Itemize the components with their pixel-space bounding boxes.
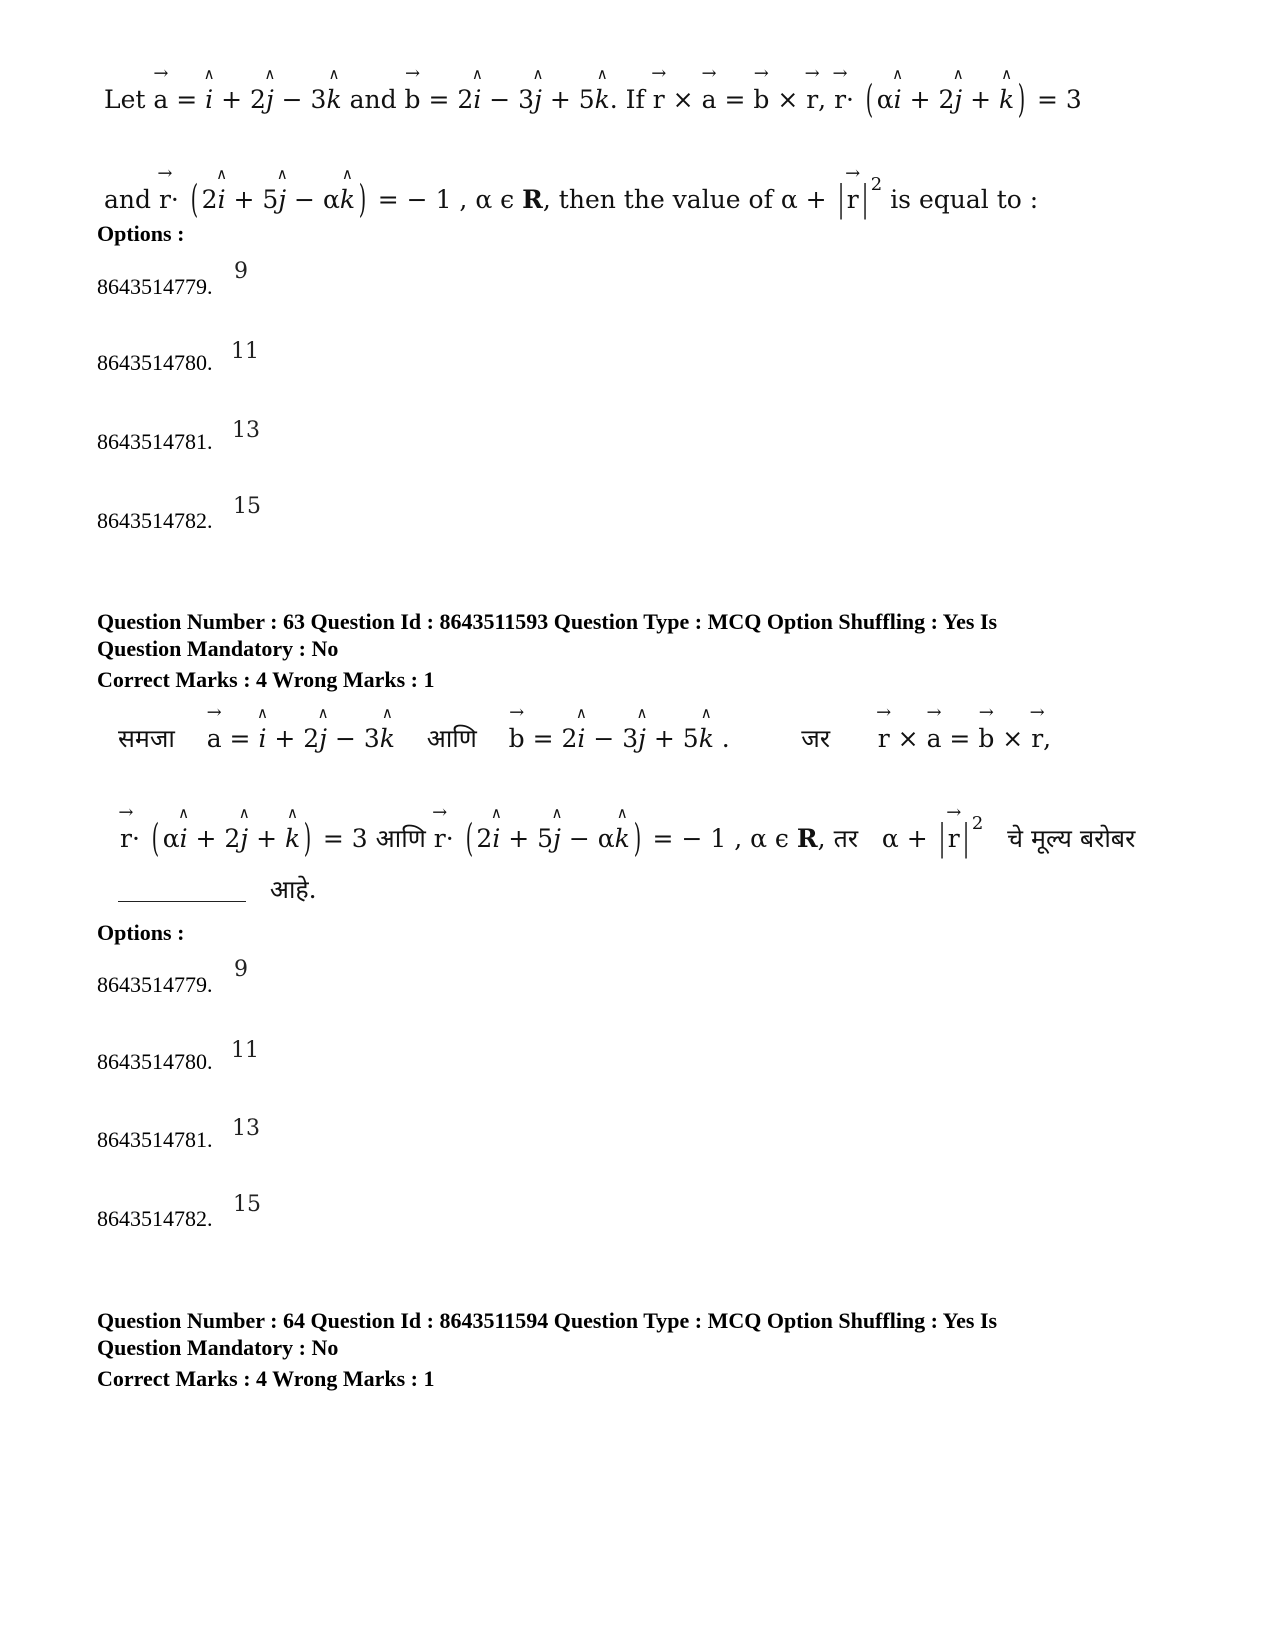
option-id: 8643514781. — [97, 1127, 213, 1152]
q62-statement-line2 — [104, 174, 1038, 220]
text: · — [445, 824, 454, 853]
unit-i: ∧ i — [258, 724, 266, 753]
option-value: 9 — [234, 259, 248, 284]
unit-i: ∧ i — [205, 85, 213, 114]
q64-meta-line1: Question Number : 64 Question Id : 8643511594 Question Type : MCQ Option Shuffling : Yes Is — [97, 1308, 998, 1333]
vector-r: → r — [434, 824, 446, 853]
paren: ) — [358, 177, 367, 221]
q63-meta — [97, 608, 1097, 662]
vector-b: → b — [978, 724, 994, 753]
unit-i: ∧ i — [894, 85, 902, 114]
q63-options-label: Options : — [97, 920, 185, 945]
vector-r: → r — [878, 724, 890, 753]
vector-r: → r — [120, 824, 132, 853]
unit-k: ∧ k — [326, 85, 341, 114]
text: + 5 — [233, 185, 279, 214]
unit-i: ∧ i — [180, 824, 188, 853]
vector-a: → a — [927, 724, 942, 753]
vector-r: → r — [847, 185, 859, 214]
text: α ϵ — [750, 824, 789, 853]
option-id: 8643514782. — [97, 1206, 213, 1231]
text: α — [162, 824, 180, 853]
option-value: 9 — [234, 957, 248, 982]
text: R — [796, 824, 818, 853]
text: α — [876, 85, 894, 114]
unit-k: ∧ k — [999, 85, 1014, 114]
text: · — [846, 85, 854, 114]
text: , then the value of — [542, 185, 773, 214]
text: = 3 — [322, 824, 368, 853]
option-value: 13 — [232, 1116, 260, 1141]
text: + 5 — [508, 824, 554, 853]
text: तर — [833, 824, 859, 853]
option-id: 8643514780. — [97, 1049, 213, 1074]
option-value: 11 — [231, 1038, 259, 1063]
text: आणि — [426, 724, 477, 753]
text: 2 — [201, 185, 218, 214]
paren: ) — [303, 816, 312, 860]
text: . If — [609, 85, 645, 114]
text: α + — [881, 824, 928, 853]
q62-statement-line1 — [104, 77, 1082, 121]
unit-k: ∧ k — [340, 185, 355, 214]
vector-r: → r — [159, 185, 171, 214]
paren: ) — [633, 816, 641, 860]
vector-b: → b — [753, 85, 769, 114]
vector-r: → r — [806, 85, 818, 114]
unit-k: ∧ k — [285, 824, 300, 853]
text: + — [256, 824, 278, 853]
unit-k: ∧ k — [615, 824, 630, 853]
text: = − 1 , — [377, 185, 468, 214]
text: + 2 — [274, 724, 320, 753]
vector-a: → a — [207, 724, 222, 753]
text: + — [970, 85, 992, 114]
option-id: 8643514782. — [97, 508, 213, 533]
q64-marks: Correct Marks : 4 Wrong Marks : 1 — [97, 1366, 435, 1391]
unit-i: ∧ i — [577, 724, 585, 753]
unit-i: ∧ i — [218, 185, 226, 214]
text: and — [349, 85, 397, 114]
text: · — [131, 824, 140, 853]
text: α — [322, 185, 340, 214]
option-value: 15 — [233, 1192, 261, 1217]
paren: ( — [865, 77, 874, 121]
text: , — [1043, 724, 1052, 753]
q63-meta-line2: Question Mandatory : No — [97, 636, 339, 661]
abs-bar: | — [938, 818, 945, 859]
text: = — [229, 724, 251, 753]
text: = 2 — [532, 724, 578, 753]
text: − 3 — [593, 724, 639, 753]
text: + 5 — [653, 724, 699, 753]
q63-statement-line1 — [118, 721, 1051, 755]
option-value: 13 — [232, 418, 260, 443]
unit-i: ∧ i — [492, 824, 500, 853]
text: − 3 — [489, 85, 535, 114]
q63-statement-line3 — [118, 872, 317, 906]
text: is equal to : — [890, 185, 1039, 214]
text: R — [522, 185, 543, 214]
abs-bar: | — [861, 179, 868, 220]
text: Let — [104, 85, 146, 114]
paren: ( — [190, 177, 198, 221]
text: समजा — [118, 724, 175, 753]
unit-j: ∧ j — [638, 724, 646, 753]
q63-meta-line1: Question Number : 63 Question Id : 8643511593 Question Type : MCQ Option Shuffling : Yes Is — [97, 609, 998, 634]
text: = − 1 , — [652, 824, 743, 853]
text: 2 — [476, 824, 493, 853]
text: आणि — [375, 824, 426, 853]
option-value: 15 — [233, 494, 261, 519]
unit-j: ∧ j — [534, 85, 542, 114]
text: चे मूल्य बरोबर — [1007, 824, 1136, 853]
text: · — [170, 185, 179, 214]
paren: ) — [1017, 77, 1026, 121]
q64-meta-line2: Question Mandatory : No — [97, 1335, 339, 1360]
text: α + — [780, 185, 827, 214]
text: × — [1002, 724, 1024, 753]
unit-k: ∧ k — [380, 724, 395, 753]
text: , — [817, 824, 826, 853]
vector-r: → r — [1031, 724, 1043, 753]
text: = 2 — [428, 85, 474, 114]
superscript: 2 — [971, 813, 984, 834]
text: α ϵ — [475, 185, 515, 214]
text: + 2 — [195, 824, 241, 853]
text: , — [818, 85, 827, 114]
text: + 2 — [909, 85, 955, 114]
paren: ( — [465, 816, 473, 860]
vector-a: → a — [153, 85, 168, 114]
text: जर — [801, 724, 831, 753]
text: = — [176, 85, 198, 114]
abs-bar: | — [837, 179, 844, 220]
unit-i: ∧ i — [473, 85, 481, 114]
unit-j: ∧ j — [266, 85, 274, 114]
q63-marks: Correct Marks : 4 Wrong Marks : 1 — [97, 667, 435, 692]
text: . — [721, 724, 730, 753]
text: × — [897, 724, 919, 753]
option-value: 11 — [231, 339, 259, 364]
unit-j: ∧ j — [240, 824, 248, 853]
vector-r: → r — [834, 85, 846, 114]
q63-statement-line2 — [120, 813, 1135, 859]
option-id: 8643514780. — [97, 350, 213, 375]
text: − — [294, 185, 315, 214]
option-id: 8643514781. — [97, 429, 213, 454]
unit-j: ∧ j — [319, 724, 327, 753]
superscript: 2 — [870, 174, 883, 195]
text: + 5 — [549, 85, 595, 114]
vector-r: → r — [948, 824, 960, 853]
text: = — [724, 85, 746, 114]
unit-k: ∧ k — [595, 85, 610, 114]
vector-b: → b — [509, 724, 525, 753]
abs-bar: | — [962, 818, 969, 859]
text: − — [568, 824, 590, 853]
text: = 3 — [1036, 85, 1082, 114]
paren: ( — [151, 816, 159, 860]
text: × — [777, 85, 799, 114]
answer-blank — [118, 901, 246, 902]
text: + 2 — [221, 85, 266, 114]
text: = — [949, 724, 971, 753]
text: − 3 — [281, 85, 327, 114]
text: and — [104, 185, 152, 214]
unit-k: ∧ k — [699, 724, 714, 753]
vector-b: → b — [405, 85, 421, 114]
q64-meta — [97, 1307, 1097, 1361]
q62-options-label: Options : — [97, 221, 185, 246]
text: आहे. — [269, 875, 317, 904]
vector-a: → a — [702, 85, 717, 114]
option-id: 8643514779. — [97, 972, 213, 997]
vector-r: → r — [653, 85, 665, 114]
text: α — [597, 824, 615, 853]
text: × — [672, 85, 694, 114]
unit-j: ∧ j — [553, 824, 561, 853]
text: − 3 — [334, 724, 380, 753]
option-id: 8643514779. — [97, 274, 213, 299]
unit-j: ∧ j — [954, 85, 962, 114]
unit-j: ∧ j — [278, 185, 286, 214]
